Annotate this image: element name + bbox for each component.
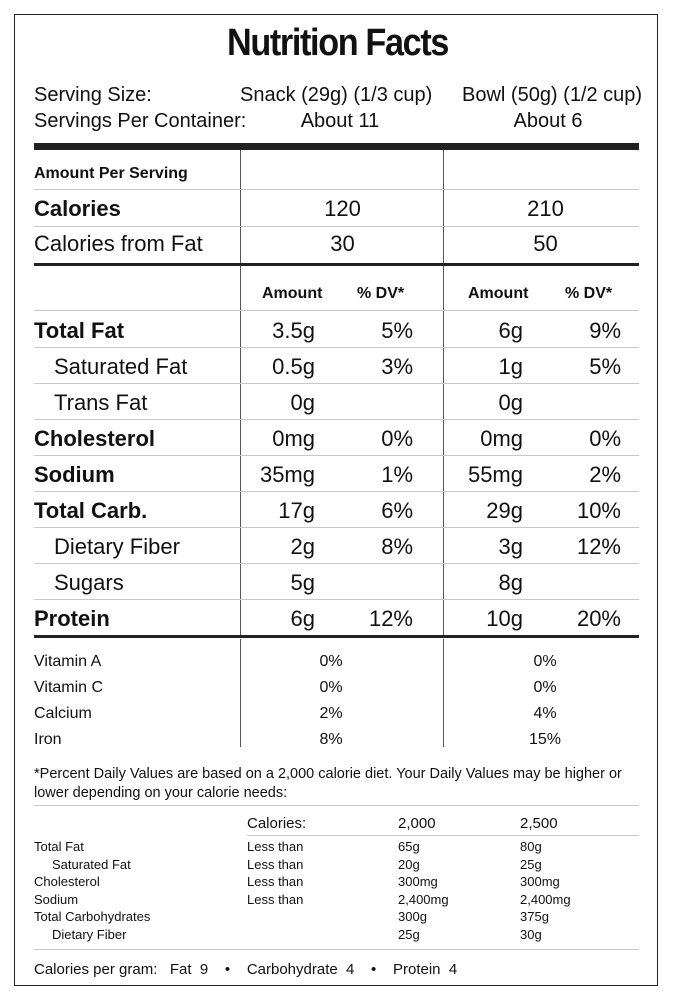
snack-dv: 8% (381, 534, 413, 559)
snack-dv-header: % DV* (357, 285, 405, 302)
row-divider (34, 563, 639, 564)
bowl-amount: 0mg (480, 426, 523, 451)
bowl-dv: 5% (589, 354, 621, 379)
vitamin-label: Vitamin A (34, 653, 102, 670)
row-divider (34, 455, 639, 456)
snack-amount: 2g (290, 534, 315, 559)
row-divider (34, 189, 639, 190)
dv-condition: Less than (247, 891, 304, 907)
bowl-dv: 20% (576, 606, 621, 631)
dv-value-2000: 300mg (398, 874, 438, 889)
bowl-amount: 0g (498, 390, 523, 415)
dv-value-2000: 2,400mg (398, 891, 449, 907)
row-divider (34, 949, 639, 950)
vitamin-bowl: 0% (533, 653, 557, 670)
bowl-amount: 29g (486, 498, 523, 523)
vitamin-bowl: 0% (533, 679, 557, 696)
snack-amount: 3.5g (272, 318, 315, 343)
column-divider (240, 150, 241, 263)
dv-value-2500: 30g (520, 926, 542, 942)
bowl-serving-size: Bowl (50g) (1/2 cup) (462, 84, 643, 106)
snack-amount: 5g (290, 570, 315, 595)
vitamin-label: Vitamin C (34, 679, 104, 696)
nutrient-label: Protein (34, 606, 110, 631)
nutrient-label: Total Fat (34, 318, 125, 343)
snack-amount: 17g (278, 498, 315, 523)
calories-label: Calories (34, 196, 121, 221)
snack-dv: 0% (381, 426, 413, 451)
dv-condition: Less than (247, 856, 304, 872)
snack-dv: 6% (381, 498, 413, 523)
dv-nutrient-label: Total Carbohydrates (34, 909, 151, 924)
snack-amount: 0.5g (272, 354, 315, 379)
dv-value-2000: 300g (398, 909, 427, 924)
thick-divider (34, 143, 639, 150)
vitamin-snack: 2% (319, 705, 343, 722)
nutrient-label: Saturated Fat (54, 354, 188, 379)
row-divider (34, 419, 639, 420)
dv-nutrient-label: Total Fat (34, 839, 84, 854)
calories-from-fat-snack: 30 (330, 231, 355, 256)
vitamin-bowl: 15% (528, 731, 562, 748)
servings-per-container-label: Servings Per Container: (34, 110, 247, 132)
dv-value-2000: 65g (398, 839, 420, 854)
row-divider (34, 347, 639, 348)
bowl-dv: 9% (589, 318, 621, 343)
daily-value-footnote: *Percent Daily Values are based on a 2,000 calorie diet. Your Daily Values may be higher or lower depending on your calorie needs: (34, 766, 622, 801)
dv-2000-header: 2,000 (398, 815, 436, 832)
vitamin-snack: 8% (319, 731, 343, 748)
dv-value-2000: 20g (398, 856, 420, 872)
medium-divider (34, 635, 639, 638)
dv-2500-header: 2,500 (520, 815, 558, 832)
amount-per-serving-label: Amount Per Serving (34, 165, 188, 182)
column-divider (443, 150, 444, 263)
bowl-amount-header: Amount (468, 285, 529, 302)
row-divider (34, 310, 639, 311)
dv-value-2500: 375g (520, 909, 549, 924)
snack-amount: 0mg (272, 426, 315, 451)
dv-calories-label: Calories: (247, 815, 307, 832)
snack-amount-header: Amount (262, 285, 323, 302)
snack-dv: 3% (381, 354, 413, 379)
vitamin-label: Iron (34, 731, 62, 748)
bowl-amount: 3g (498, 534, 523, 559)
dv-value-2000: 25g (398, 926, 420, 942)
calories-snack: 120 (324, 196, 361, 221)
bowl-amount: 1g (498, 354, 523, 379)
dv-value-2500: 300mg (520, 874, 560, 889)
dv-nutrient-label: Cholesterol (34, 874, 100, 889)
medium-divider (34, 263, 639, 266)
nutrient-label: Cholesterol (34, 426, 156, 451)
calories-per-gram: Calories per gram: Fat 9 • Carbohydrate 4 • Protein 4 (34, 961, 458, 978)
dv-nutrient-label: Dietary Fiber (52, 926, 127, 942)
snack-serving-size: Snack (29g) (1/3 cup) (240, 84, 433, 106)
bowl-dv-header: % DV* (565, 285, 613, 302)
dv-condition: Less than (247, 874, 304, 889)
row-divider (34, 226, 639, 227)
nutrient-label: Dietary Fiber (54, 534, 180, 559)
snack-dv: 12% (368, 606, 413, 631)
snack-amount: 35mg (259, 462, 315, 487)
dv-nutrient-label: Sodium (34, 891, 79, 907)
snack-servings-count: About 11 (300, 110, 380, 132)
dv-value-2500: 25g (520, 856, 542, 872)
row-divider (34, 599, 639, 600)
row-divider (34, 383, 639, 384)
row-divider (34, 491, 639, 492)
bowl-amount: 8g (498, 570, 523, 595)
nutrient-label: Total Carb. (34, 498, 148, 523)
row-divider (34, 527, 639, 528)
snack-amount: 6g (290, 606, 315, 631)
vitamin-bowl: 4% (533, 705, 557, 722)
panel-title: Nutrition Facts (226, 22, 449, 64)
dv-nutrient-label: Saturated Fat (52, 856, 131, 872)
snack-dv: 5% (381, 318, 413, 343)
row-divider (34, 805, 639, 806)
bowl-amount: 55mg (467, 462, 523, 487)
serving-size-label: Serving Size: (34, 84, 152, 106)
dv-value-2500: 2,400mg (520, 891, 571, 907)
bowl-dv: 12% (576, 534, 621, 559)
bowl-amount: 10g (486, 606, 523, 631)
vitamin-snack: 0% (319, 679, 343, 696)
nutrient-label: Trans Fat (54, 390, 148, 415)
vitamin-snack: 0% (319, 653, 343, 670)
dv-condition: Less than (247, 839, 304, 854)
row-divider (247, 835, 639, 836)
bowl-servings-count: About 6 (513, 110, 583, 132)
snack-amount: 0g (290, 390, 315, 415)
bowl-amount: 6g (498, 318, 523, 343)
bowl-dv: 2% (589, 462, 621, 487)
snack-dv: 1% (381, 462, 413, 487)
dv-value-2500: 80g (520, 839, 542, 854)
calories-from-fat-bowl: 50 (533, 231, 558, 256)
calories-from-fat-label: Calories from Fat (34, 231, 203, 256)
calories-bowl: 210 (527, 196, 564, 221)
nutrient-label: Sugars (54, 570, 124, 595)
vitamin-label: Calcium (34, 705, 92, 722)
bowl-dv: 10% (576, 498, 621, 523)
nutrient-label: Sodium (34, 462, 115, 487)
bowl-dv: 0% (589, 426, 621, 451)
